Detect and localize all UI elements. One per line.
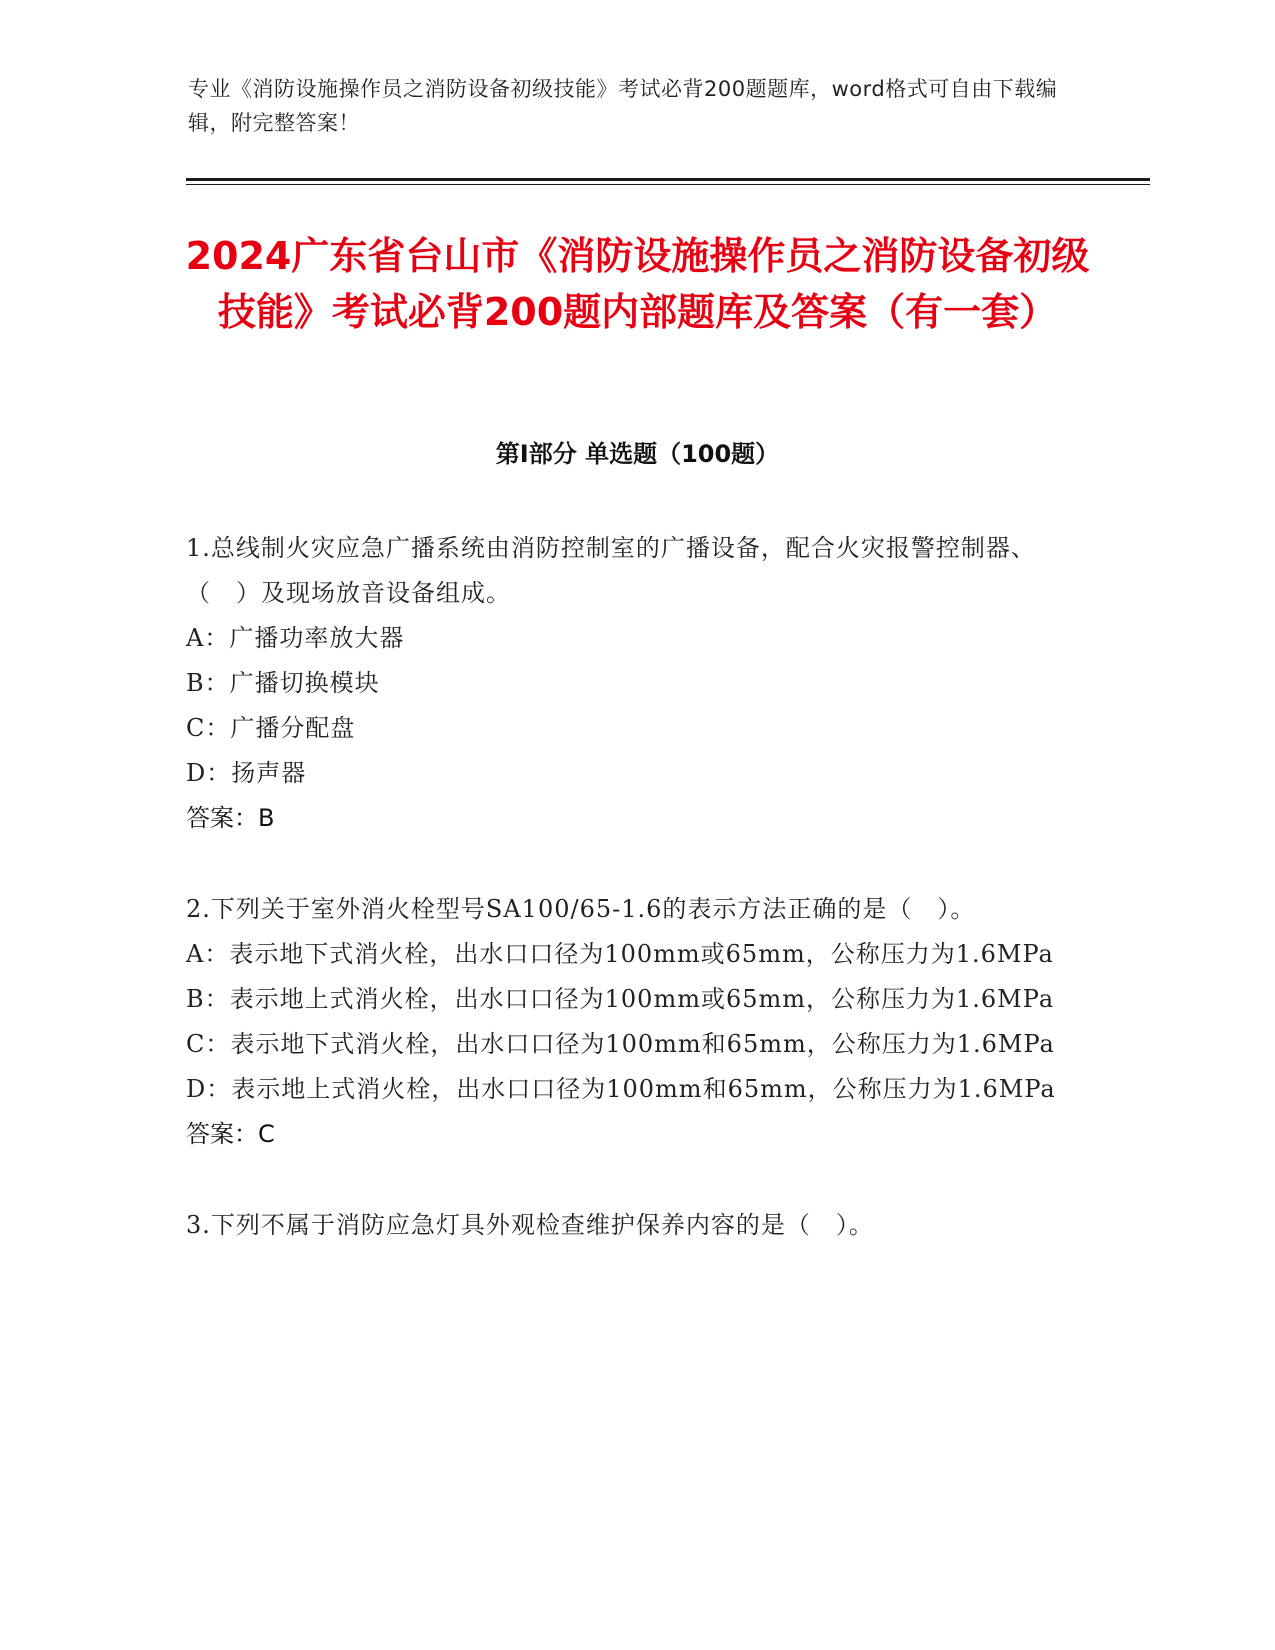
option-a: A：表示地下式消火栓，出水口口径为100mm或65mm，公称压力为1.6MPa — [186, 940, 1054, 968]
question-3 — [186, 1203, 1066, 1248]
document-title: 2024广东省台山市《消防设施操作员之消防设备初级技能》考试必背200题内部题库及答案（有一套） — [185, 234, 1090, 334]
question-stem: 2.下列关于室外消火栓型号SA100/65-1.6的表示方法正确的是（ ）。 — [186, 895, 976, 923]
option-a: A：广播功率放大器 — [186, 624, 405, 652]
question-1 — [186, 526, 1066, 841]
answer-value: B — [258, 804, 275, 832]
question-2 — [186, 887, 1066, 1157]
header-divider-thick — [186, 178, 1150, 181]
answer-line — [186, 1112, 1066, 1157]
header-divider-thin — [186, 184, 1150, 185]
option-b: B：表示地上式消火栓，出水口口径为100mm或65mm，公称压力为1.6MPa — [186, 985, 1055, 1013]
header-note: 专业《消防设施操作员之消防设备初级技能》考试必背200题题库，word格式可自由下载编辑，附完整答案！ — [188, 77, 1058, 135]
option-c: C：表示地下式消火栓，出水口口径为100mm和65mm，公称压力为1.6MPa — [186, 1030, 1055, 1058]
option-c: C：广播分配盘 — [186, 714, 356, 742]
answer-line — [186, 796, 1066, 841]
option-d: D：扬声器 — [186, 759, 307, 787]
section-heading: 第I部分 单选题（100题） — [495, 440, 780, 468]
option-d: D：表示地上式消火栓，出水口口径为100mm和65mm，公称压力为1.6MPa — [186, 1075, 1056, 1103]
answer-value: C — [258, 1120, 275, 1148]
question-list — [186, 526, 1066, 1294]
answer-label: 答案： — [186, 1120, 258, 1148]
answer-label: 答案： — [186, 804, 258, 832]
question-stem: 3.下列不属于消防应急灯具外观检查维护保养内容的是（ ）。 — [186, 1211, 874, 1239]
option-b: B：广播切换模块 — [186, 669, 380, 697]
question-stem: 1.总线制火灾应急广播系统由消防控制室的广播设备，配合火灾报警控制器、（ ）及现场放音设备组成。 — [186, 534, 1036, 607]
